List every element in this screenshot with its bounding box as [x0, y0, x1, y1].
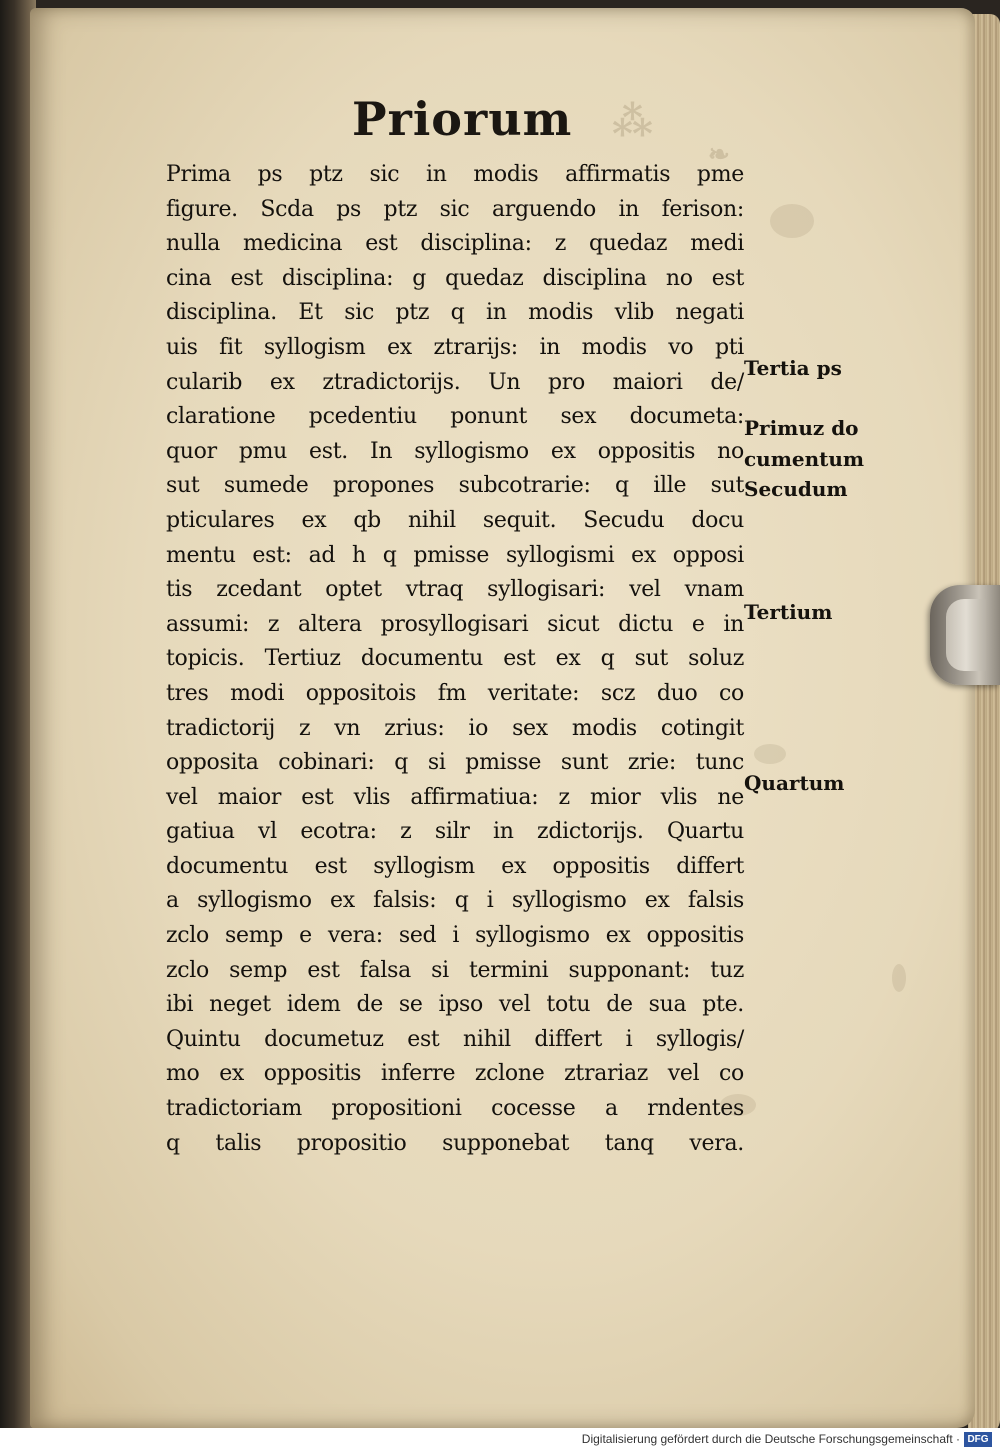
text-line: gatiua vl ecotra: z silr in zdictorijs. Quartu: [166, 819, 744, 845]
marginal-note-primum-cont: cumentum: [744, 447, 865, 471]
marginal-note-tertia-ps: Tertia ps: [744, 356, 842, 380]
marginal-note-secundum: Secudum: [744, 477, 848, 501]
marginal-note-tertium: Tertium: [744, 600, 833, 624]
book-clasp: [930, 585, 1000, 685]
text-line: a syllogismo ex falsis: q i syllogismo ex falsis: [166, 888, 744, 914]
marginal-note-quartum: Quartum: [744, 771, 845, 795]
text-line: uis fit syllogism ex ztrarijs: in modis vo pti: [166, 334, 744, 360]
text-line: figure. Scda ps ptz sic arguendo in ferison:: [166, 196, 744, 222]
text-line: nulla medicina est disciplina: z quedaz medi: [166, 231, 744, 257]
text-line: Prima ps ptz sic in modis affirmatis pme: [166, 162, 744, 187]
marginal-note-primum: Primuz do: [744, 416, 859, 440]
text-line: tradictorij z vn zrius: io sex modis cotingit: [166, 715, 744, 741]
text-line: Quintu documetuz est nihil differt i syllogis/: [166, 1026, 744, 1052]
text-line: documentu est syllogism ex oppositis differt: [166, 853, 744, 879]
text-line: opposita cobinari: q si pmisse sunt zrie: tunc: [166, 750, 744, 776]
text-line: disciplina. Et sic ptz q in modis vlib negati: [166, 300, 744, 326]
text-line: sut sumede propones subcotrarie: q ille sut: [166, 473, 744, 499]
text-line: ibi neget idem de se ipso vel totu de sua pte.: [166, 992, 744, 1018]
text-line: vel maior est vlis affirmatiua: z mior vlis ne: [166, 784, 744, 810]
text-line: tres modi oppositois fm veritate: scz duo co: [166, 680, 744, 706]
text-line: topicis. Tertiuz documentu est ex q sut soluz: [166, 646, 744, 672]
text-line: tis zcedant optet vtraq syllogisari: vel vnam: [166, 577, 744, 603]
text-line: pticulares ex qb nihil sequit. Secudu docu: [166, 507, 744, 533]
running-head: Priorum: [352, 92, 573, 146]
text-line: q talis propositio supponebat tanq vera.: [166, 1130, 744, 1156]
text-line: mo ex oppositis inferre zclone ztrariaz vel co: [166, 1061, 744, 1087]
marginal-notes: [740, 0, 930, 1000]
text-line: zclo semp est falsa si termini supponant: tuz: [166, 957, 744, 983]
text-line: quor pmu est. In syllogismo ex oppositis no: [166, 438, 744, 464]
dfg-logo: DFG: [964, 1432, 992, 1447]
text-line: zclo semp e vera: sed i syllogismo ex oppositis: [166, 923, 744, 949]
text-line: claratione pcedentiu ponunt sex documeta:: [166, 404, 744, 430]
body-text: [166, 158, 744, 1161]
digitization-notice: Digitalisierung gefördert durch die Deutsche Forschungsgemeinschaft ·: [581, 1432, 960, 1446]
text-line: mentu est: ad h q pmisse syllogismi ex opposi: [166, 542, 744, 568]
text-line: assumi: z altera prosyllogisari sicut dictu e in: [166, 611, 744, 637]
text-line: cularib ex ztradictorijs. Un pro maiori de/: [166, 369, 744, 395]
text-line: cina est disciplina: g quedaz disciplina no est: [166, 265, 744, 291]
bleed-through-text: ❧: [708, 140, 730, 170]
bleed-through-text: ⁂: [612, 98, 653, 145]
clasp-highlight: [946, 599, 986, 671]
text-line: tradictoriam propositioni cocesse a rndentes: [166, 1096, 744, 1122]
